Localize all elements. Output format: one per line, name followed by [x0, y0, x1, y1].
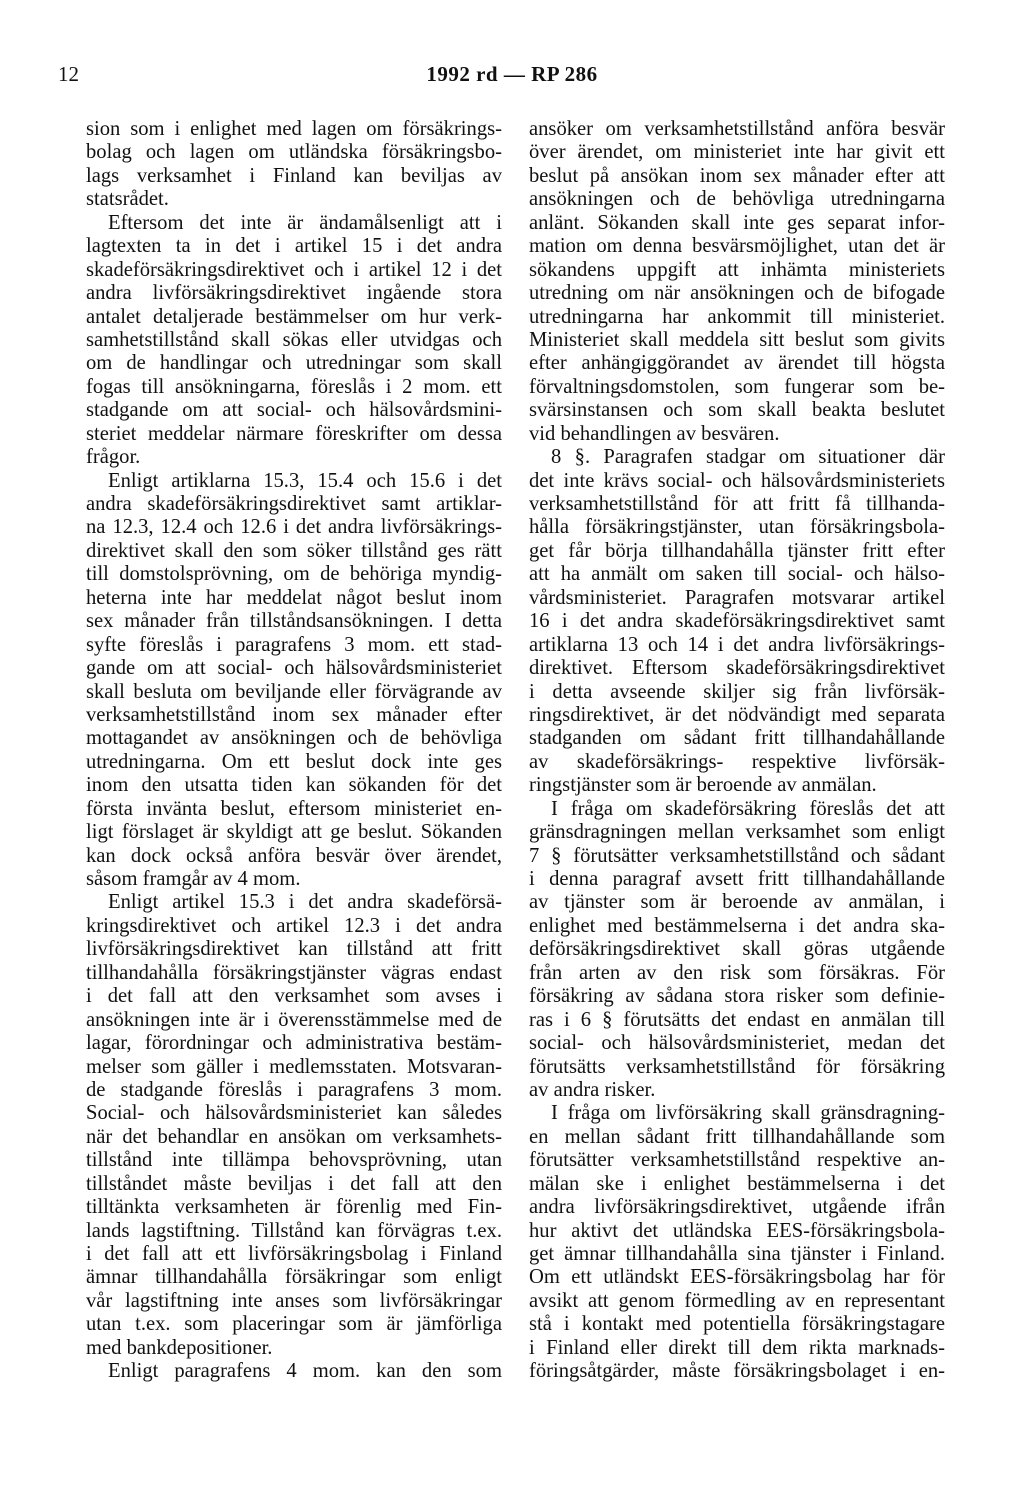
text-line: deförsäkringsdirektivet skall göras utgående [529, 938, 945, 961]
text-line: ansöker om verksamhetstillstånd anföra besvär [529, 118, 945, 140]
text-line: get ämnar tillhandahålla sina tjänster i Finland. [529, 1243, 945, 1265]
text-line: ligt förslaget är skyldigt att ge beslut. Sökanden [86, 821, 502, 844]
text-line: kringsdirektivet och artikel 12.3 i det andra [86, 914, 502, 937]
text-line: stadganden om sådant fritt tillhandahållande [529, 727, 945, 750]
text-line: 8 §. Paragrafen stadgar om situationer där [551, 446, 945, 469]
text-line: första invänta beslut, eftersom ministeriet en- [86, 797, 502, 820]
text-line: beslut på ansökan inom sex månader efter att [529, 164, 945, 187]
text-line: kan dock också anföra besvär över ärendet, [86, 844, 502, 867]
text-line: utredningarna. Om ett beslut dock inte ges [86, 750, 502, 773]
text-line: lags verksamhet i Finland kan beviljas av [86, 164, 502, 187]
text-line: syfte föreslås i paragrafens 3 mom. ett stad- [86, 633, 502, 656]
text-line: av skadeförsäkrings- respektive livförsäk- [529, 750, 945, 773]
text-line: skadeförsäkringsdirektivet och i artikel 12 i det [86, 258, 502, 281]
text-line: ansökningen och de behövliga utredningarna [529, 188, 945, 211]
text-line: efter anhängiggörandet av ärendet till högsta [529, 352, 945, 375]
text-line: Eftersom det inte är ändamålsenligt att i [108, 211, 502, 234]
text-line: till domstolsprövning, om de behöriga myndig- [86, 563, 502, 586]
text-line: tillhandahålla försäkringstjänster vägras endast [86, 961, 502, 984]
text-line: direktivet skall den som söker tillstånd ges rätt [86, 539, 502, 562]
text-line: heterna inte har meddelat något beslut inom [86, 586, 502, 609]
text-line: svärsinstansen och som skall beakta beslutet [529, 399, 945, 422]
text-line: att ha anmält om saken till social- och hälso- [529, 563, 945, 586]
text-line: I fråga om skadeförsäkring föreslås det att [551, 797, 945, 820]
text-line: andra livförsäkringsdirektivet, utgående ifrån [529, 1196, 945, 1219]
text-line: livförsäkringsdirektivet kan tillstånd att fritt [86, 938, 502, 961]
text-line: verksamhetstillstånd för att fritt få tillhanda- [529, 493, 945, 515]
text-line: verksamhetstillstånd inom sex månader efter [86, 703, 502, 726]
text-line: mottagandet av ansökningen och de behövliga [86, 727, 502, 750]
text-line: ansökningen inte är i överensstämmelse med de [86, 1008, 502, 1031]
text-line: Ministeriet skall meddela sitt beslut som givits [529, 328, 945, 351]
text-line: lagar, förordningar och administrativa bestäm- [86, 1032, 502, 1055]
text-line: tillstånd inte tillämpa behovsprövning, utan [86, 1149, 502, 1172]
text-line: bolag och lagen om utländska försäkringsbo- [86, 141, 502, 164]
text-line: en mellan sådant fritt tillhandahållande som [529, 1125, 945, 1148]
text-line: social- och hälsovårdsministeriet, medan det [529, 1032, 945, 1055]
text-line: hur aktivt det utländska EES-försäkringsbola- [529, 1219, 945, 1242]
text-line: de stadgande föreslås i paragrafens 3 mom. [86, 1078, 502, 1101]
text-line: 7 § förutsätter verksamhetstillstånd och sådant [529, 844, 945, 867]
text-line: 16 i det andra skadeförsäkringsdirektivet samt [529, 610, 945, 633]
text-line: artiklarna 13 och 14 i det andra livförsäkrings- [529, 633, 945, 656]
text-line: Enligt artikel 15.3 i det andra skadeförsä- [108, 891, 502, 914]
running-head: 1992 rd — RP 286 [426, 62, 598, 86]
text-line: i Finland eller direkt till dem rikta marknads- [529, 1336, 945, 1359]
text-line: om de handlingar och utredningar som skall [86, 352, 502, 375]
text-line: enlighet med bestämmelserna i det andra ska- [529, 914, 945, 937]
text-line: andra skadeförsäkringsdirektivet samt artiklar- [86, 493, 502, 515]
text-line: förvaltningsdomstolen, som fungerar som be- [529, 375, 945, 398]
text-line: melser som gäller i medlemsstaten. Motsvaran- [86, 1055, 502, 1078]
text-line: såsom framgår av 4 mom. [86, 868, 301, 890]
text-line: försäkring av sådana stora risker som definie- [529, 985, 945, 1008]
text-line: get får börja tillhandahålla tjänster fritt efter [529, 539, 945, 562]
text-line: na 12.3, 12.4 och 12.6 i det andra livförsäkrings- [86, 516, 502, 539]
text-line: lagtexten ta in det i artikel 15 i det andra [86, 235, 502, 258]
text-line: gande om att social- och hälsovårdsministeriet [86, 657, 502, 680]
left-column [86, 118, 502, 1384]
text-line: Enligt artiklarna 15.3, 15.4 och 15.6 i det [108, 469, 502, 492]
text-line: samhetstillstånd skall sökas eller utvidgas och [86, 328, 502, 351]
text-line: antalet detaljerade bestämmelser om hur verk- [86, 305, 502, 328]
text-line: skall besluta om beviljande eller förvägrande av [86, 680, 502, 703]
text-line: Om ett utländskt EES-försäkringsbolag har för [529, 1266, 945, 1289]
text-line: föringsåtgärder, måste försäkringsbolaget i en- [529, 1360, 945, 1383]
text-line: gränsdragningen mellan verksamhet som enligt [529, 821, 945, 844]
text-line: statsrådet. [86, 188, 169, 211]
text-line: vid behandlingen av besvären. [529, 422, 780, 445]
text-line: det inte krävs social- och hälsovårdsministeriets [529, 469, 945, 492]
text-line: i detta avseende skiljer sig från livförsäk- [529, 680, 945, 703]
text-line: steriet meddelar närmare föreskrifter om dessa [86, 422, 502, 445]
text-line: från arten av den risk som försäkras. För [529, 961, 945, 984]
text-line: anlänt. Sökanden skall inte ges separat infor- [529, 211, 945, 234]
text-line: när det behandlar en ansökan om verksamhets- [86, 1125, 502, 1148]
text-line: andra livförsäkringsdirektivet ingående stora [86, 282, 502, 305]
text-line: hålla försäkringstjänster, utan försäkringsbola- [529, 516, 945, 539]
text-line: ringsdirektivet, är det nödvändigt med separata [529, 703, 945, 726]
text-line: mation om denna besvärsmöjlighet, utan det är [529, 235, 945, 258]
text-line: av andra risker. [529, 1078, 656, 1101]
text-line: vår lagstiftning inte anses som livförsäkringar [86, 1289, 502, 1312]
text-line: utredningarna har ankommit till ministeriet. [529, 305, 945, 328]
text-line: I fråga om livförsäkring skall gränsdragning- [551, 1102, 945, 1125]
text-line: direktivet. Eftersom skadeförsäkringsdirektivet [529, 657, 945, 680]
text-line: med bankdepositioner. [86, 1336, 273, 1359]
text-line: sion som i enlighet med lagen om försäkrings- [86, 118, 502, 140]
text-line: lands lagstiftning. Tillstånd kan förvägras t.ex. [86, 1219, 502, 1242]
text-line: ämnar tillhandahålla försäkringar som enligt [86, 1266, 502, 1289]
text-line: i det fall att ett livförsäkringsbolag i Finland [86, 1243, 502, 1265]
text-line: i denna paragraf avsett fritt tillhandahållande [529, 868, 945, 890]
text-line: ras i 6 § förutsätts det endast en anmälan till [529, 1008, 945, 1031]
text-line: Social- och hälsovårdsministeriet kan således [86, 1102, 502, 1125]
text-line: fogas till ansökningarna, föreslås i 2 mom. ett [86, 375, 502, 398]
text-line: förutsätter verksamhetstillstånd respektive an- [529, 1149, 945, 1172]
text-line: stå i kontakt med potentiella försäkringstagare [529, 1313, 945, 1336]
text-line: utredning om när ansökningen och de bifogade [529, 282, 945, 305]
text-line: över ärendet, om ministeriet inte har givit ett [529, 141, 945, 164]
text-line: ringstjänster som är beroende av anmälan. [529, 774, 877, 797]
text-line: av tjänster som är beroende av anmälan, i [529, 891, 945, 914]
text-line: tilltänkta verksamheten är förenlig med Fin- [86, 1196, 502, 1219]
text-line: sex månader från tillståndsansökningen. I detta [86, 610, 502, 633]
right-column [529, 118, 945, 1384]
text-line: stadgande om att social- och hälsovårdsmini- [86, 399, 502, 422]
text-line: inom den utsatta tiden kan sökanden för det [86, 774, 502, 797]
page-number: 12 [58, 62, 79, 86]
text-line: Enligt paragrafens 4 mom. kan den som [108, 1360, 502, 1383]
text-line: avsikt att genom förmedling av en representant [529, 1289, 945, 1312]
text-line: vårdsministeriet. Paragrafen motsvarar artikel [529, 586, 945, 609]
text-line: frågor. [86, 446, 141, 469]
text-line: i det fall att den verksamhet som avses i [86, 985, 502, 1008]
text-line: tillståndet måste beviljas i det fall att den [86, 1172, 502, 1195]
text-line: mälan ske i enlighet bestämmelserna i det [529, 1172, 945, 1195]
text-line: sökandens uppgift att inhämta ministeriets [529, 258, 945, 281]
text-line: förutsätts verksamhetstillstånd för försäkring [529, 1055, 945, 1078]
text-line: utan t.ex. som placeringar som är jämförliga [86, 1313, 502, 1336]
